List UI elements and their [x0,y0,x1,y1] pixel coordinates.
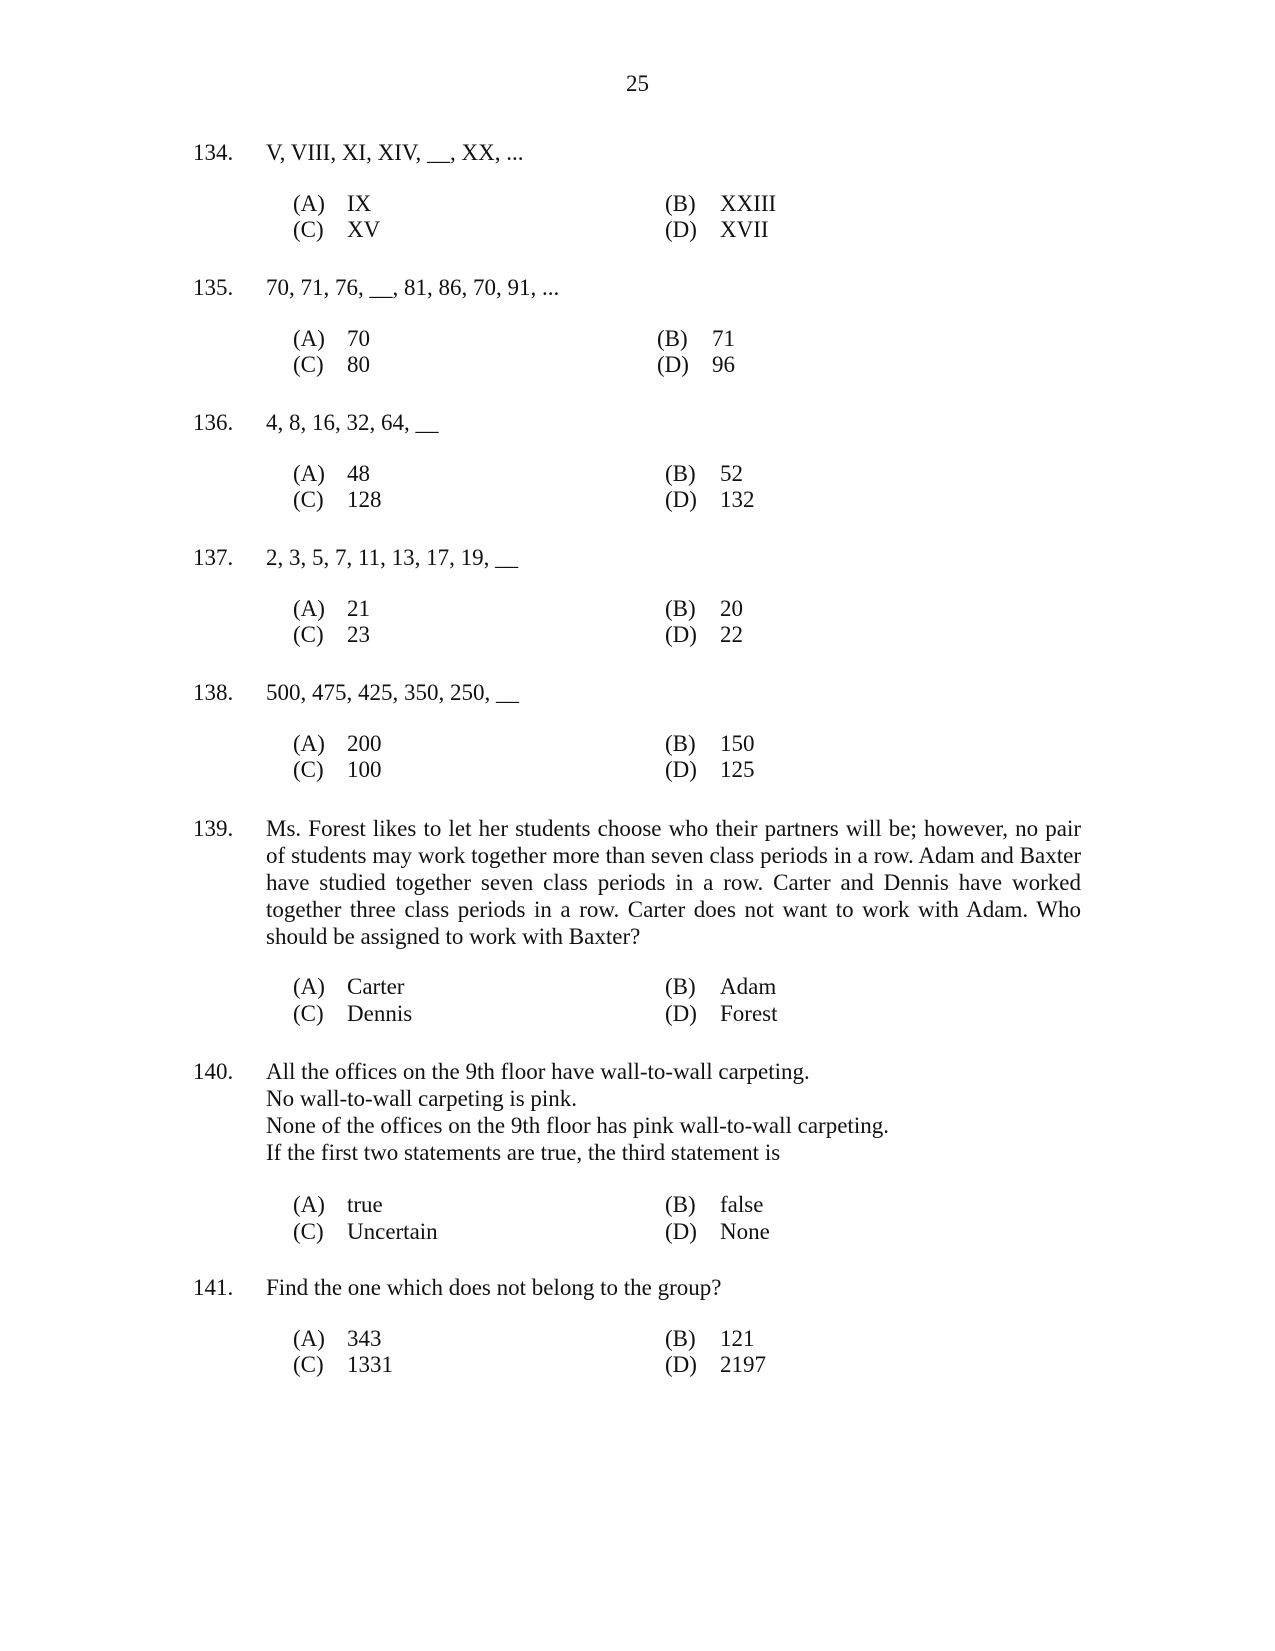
option-c[interactable]: (C) 100 [293,757,382,782]
option-a[interactable]: (A) 48 [293,461,370,486]
question-number: 135. [193,275,234,300]
question-text: V, VIII, XI, XIV, __, XX, ... [266,140,524,165]
option-b[interactable]: (B) Adam [665,974,777,999]
question-number: 140. [193,1059,234,1084]
option-c[interactable]: (C) 128 [293,487,382,512]
question-number: 138. [193,680,234,705]
question-number: 137. [193,545,234,570]
option-c[interactable]: (C) 23 [293,622,370,647]
option-b[interactable]: (B) false [665,1192,764,1217]
option-c[interactable]: (C) XV [293,217,381,242]
option-d[interactable]: (D) None [665,1219,770,1244]
option-d[interactable]: (D) Forest [665,1001,778,1026]
question-number: 134. [193,140,234,165]
option-c[interactable]: (C) 1331 [293,1352,393,1377]
statement-2: No wall-to-wall carpeting is pink. [266,1086,578,1111]
option-b[interactable]: (B) 121 [665,1326,755,1351]
option-d[interactable]: (D) 96 [657,352,735,377]
option-d[interactable]: (D) 22 [665,622,743,647]
question-text: Ms. Forest likes to let her students choose who their partners will be; however, no pair of students may work together more than seven class periods in a row. Adam and Baxter have studied together seven class periods in a row. Carter and Dennis have worked together three class periods in a row. Carter does not want to work with Adam. Who should be assigned to work with Baxter? [266,816,1081,949]
option-c[interactable]: (C) Dennis [293,1001,413,1026]
option-b[interactable]: (B) 150 [665,731,755,756]
page-number: 25 [626,71,649,96]
question-text: 4, 8, 16, 32, 64, __ [266,410,439,435]
option-d[interactable]: (D) 125 [665,757,755,782]
question-text [266,1058,1081,1166]
statement-3: None of the offices on the 9th floor has pink wall-to-wall carpeting. [266,1113,889,1138]
option-d[interactable]: (D) 2197 [665,1352,766,1377]
question-text: 2, 3, 5, 7, 11, 13, 17, 19, __ [266,545,519,570]
option-a[interactable]: (A) 70 [293,326,370,351]
question-prompt: If the first two statements are true, the third statement is [266,1140,781,1165]
option-c[interactable]: (C) 80 [293,352,370,377]
option-d[interactable]: (D) XVII [665,217,769,242]
option-a[interactable]: (A) 200 [293,731,382,756]
option-c[interactable]: (C) Uncertain [293,1219,438,1244]
option-a[interactable]: (A) IX [293,191,372,216]
question-number: 136. [193,410,234,435]
option-a[interactable]: (A) true [293,1192,383,1217]
option-a[interactable]: (A) Carter [293,974,405,999]
option-b[interactable]: (B) XXIII [665,191,777,216]
option-b[interactable]: (B) 20 [665,596,743,621]
option-b[interactable]: (B) 52 [665,461,743,486]
option-b[interactable]: (B) 71 [657,326,735,351]
question-text: Find the one which does not belong to the group? [266,1275,722,1300]
statement-1: All the offices on the 9th floor have wall-to-wall carpeting. [266,1059,810,1084]
option-a[interactable]: (A) 343 [293,1326,382,1351]
option-d[interactable]: (D) 132 [665,487,755,512]
question-text: 500, 475, 425, 350, 250, __ [266,680,519,705]
question-number: 141. [193,1275,234,1300]
option-a[interactable]: (A) 21 [293,596,370,621]
question-number: 139. [193,816,234,841]
question-text: 70, 71, 76, __, 81, 86, 70, 91, ... [266,275,560,300]
